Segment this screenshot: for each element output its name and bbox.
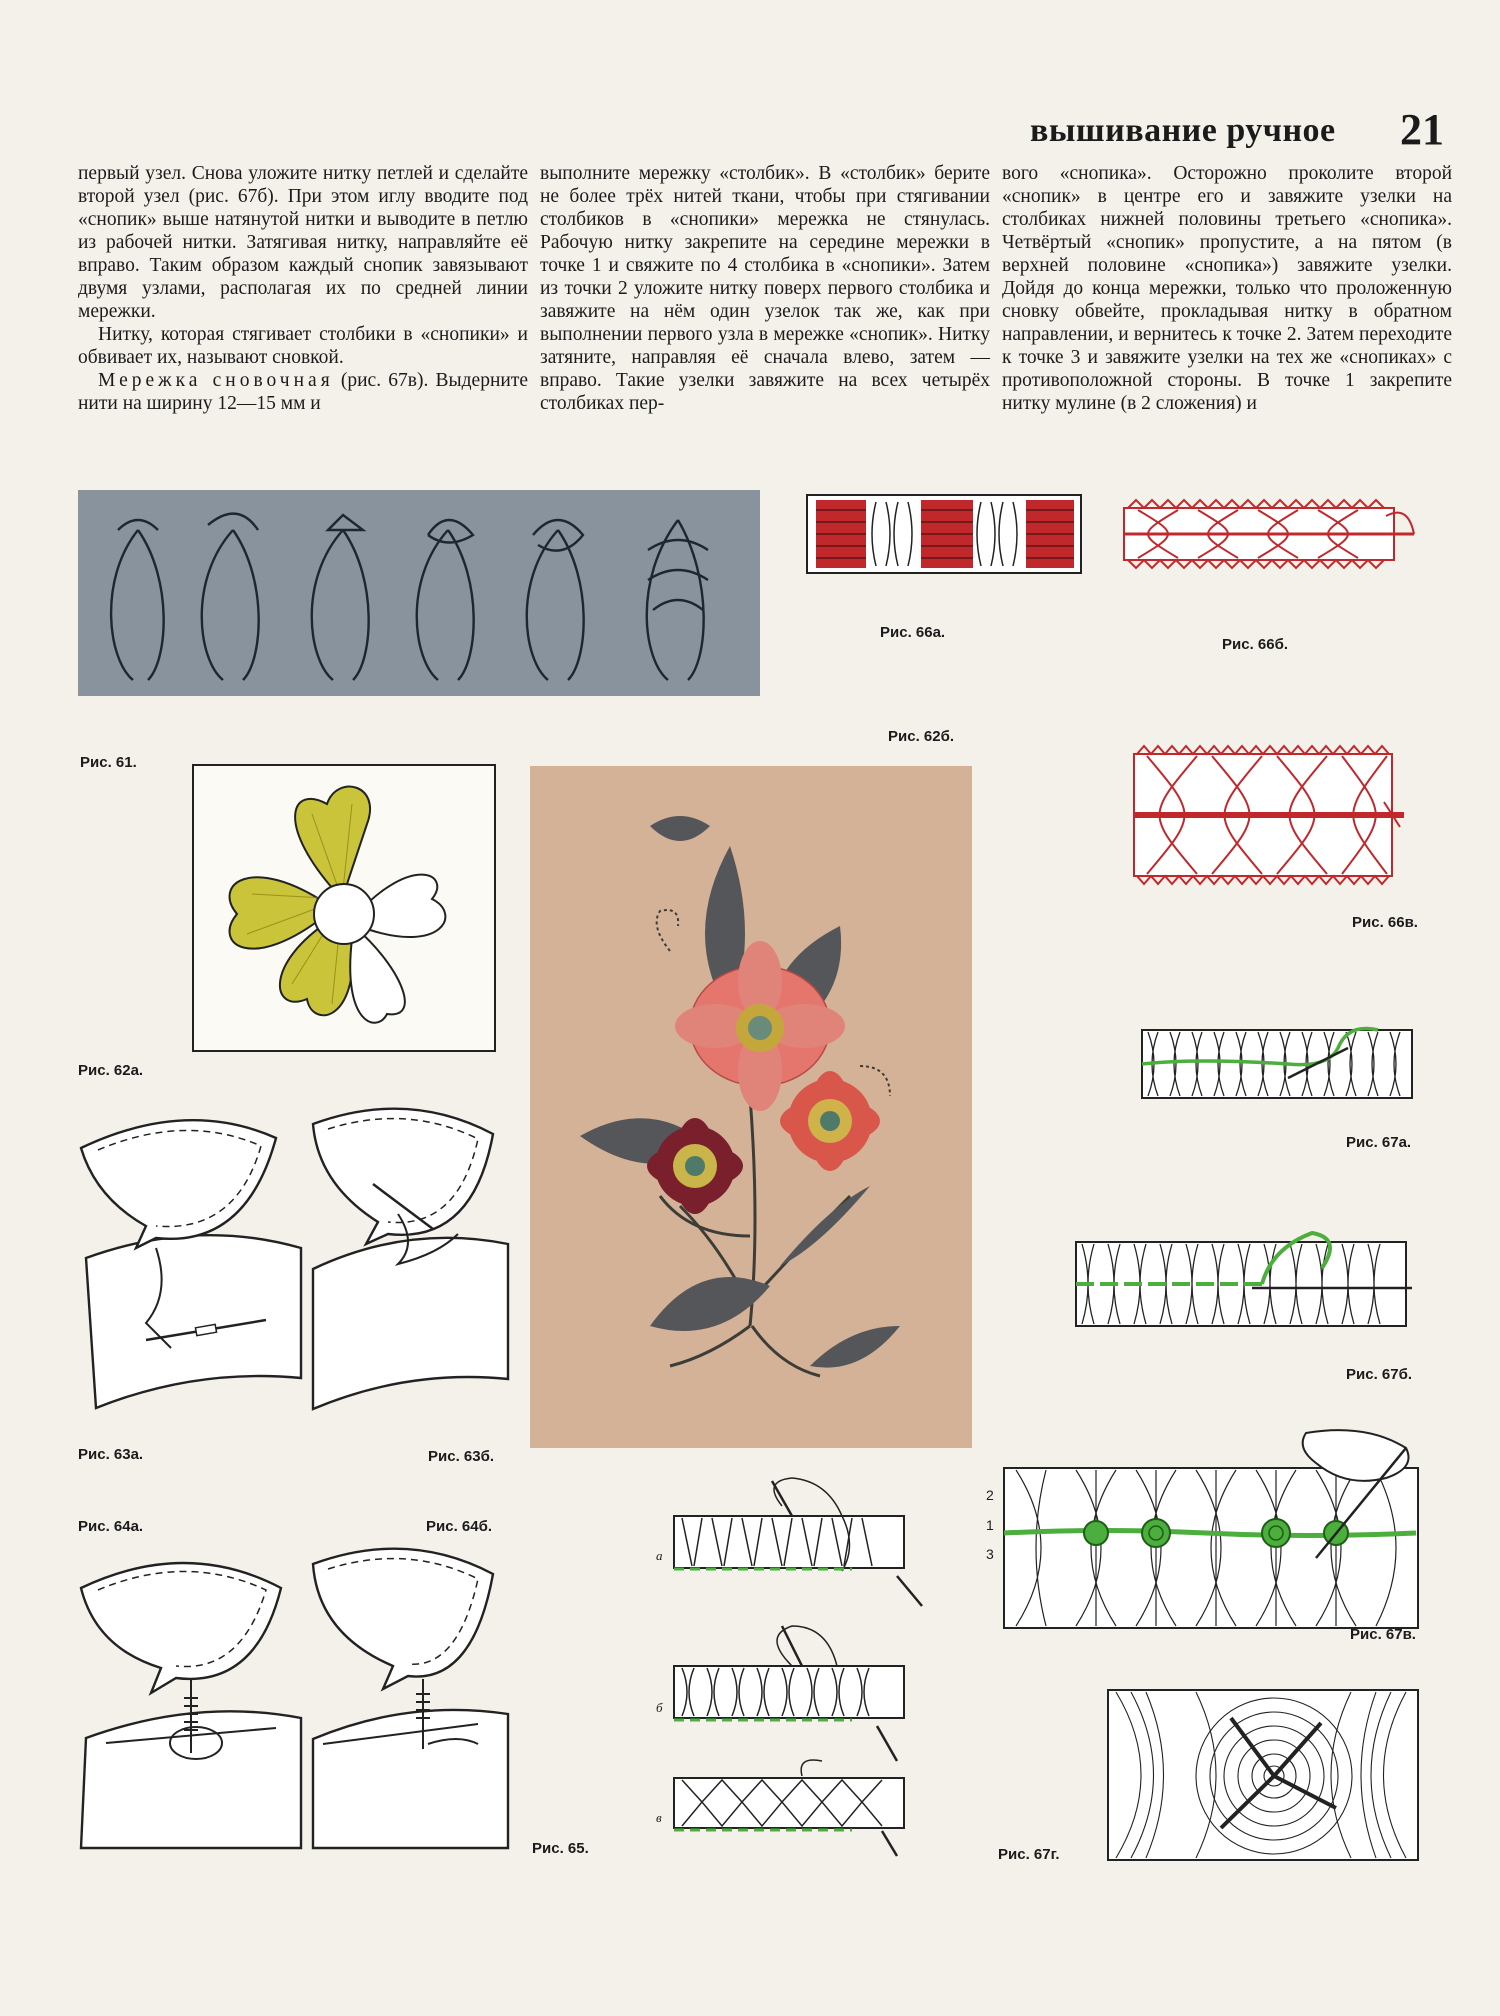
caption-fig-61: Рис. 61. (80, 754, 137, 771)
fig-63b-leaf-needle (308, 1104, 510, 1410)
fig-67a-green-band (1138, 1018, 1422, 1108)
fig-67v-label-1: 1 (986, 1517, 994, 1533)
running-head: вышивание ручное (1030, 112, 1336, 149)
fig-63a-leaf-needle (76, 1108, 302, 1410)
caption-fig-65: Рис. 65. (532, 1840, 589, 1857)
fig-67v-sheaf-band (986, 1428, 1432, 1634)
paragraph: вого «снопика». Осторожно проколите второй «снопик» в центре его и завяжите узелки на столбиках нижней половины третьего «снопика». Четвёртый «снопик» пропустите, а на пятом (в верхней половине «снопика») завяжите узелки. Дойдя до конца мережки, только что проложенную сновку обвейте, прокладывая нитку в обратном направлении, и вернитесь к точке 2. Затем переходите к точке 3 и завяжите узелки на тех же «снопиках» с противоположной стороны. В точке 1 закрепите нитку мулине (в 2 сложения) и (1002, 163, 1452, 414)
paragraph: первый узел. Снова уложите нитку петлей и сделайте второй узел (рис. 67б). При этом иглу вводите под «снопик» выше натянутой нитки и выводите в петлю из рабочей нитки. Затягивая нитку, направляйте её вправо. Таким образом каждый снопик завязывают двумя узлами, располагая их по средней линии мережки. (78, 163, 528, 322)
fig-62b-embroidery-photo (530, 766, 972, 1448)
page-number: 21 (1400, 105, 1444, 154)
fig-62a-flower (192, 764, 496, 1052)
fig-64a-leaf-stem (76, 1548, 302, 1848)
caption-fig-62a: Рис. 62а. (78, 1062, 144, 1079)
caption-fig-63a: Рис. 63а. (78, 1446, 144, 1463)
fig-66b-red-plait (1118, 494, 1416, 574)
caption-fig-66b: Рис. 66б. (1222, 636, 1289, 653)
fig-65-label-v: в (656, 1810, 662, 1825)
fig-67g-rosette (1106, 1688, 1422, 1864)
fig-65-label-a: а (656, 1548, 663, 1563)
fig-66v-red-plait (1132, 742, 1404, 888)
caption-fig-67g: Рис. 67г. (998, 1846, 1060, 1863)
fig-65-label-b: б (656, 1700, 663, 1715)
fig-66a-red-bundles (806, 494, 1082, 574)
caption-fig-66a: Рис. 66а. (880, 624, 946, 641)
fig-67v-label-3: 3 (986, 1546, 994, 1562)
caption-fig-67b: Рис. 67б. (1346, 1366, 1413, 1383)
paragraph-text: (рис. 67в). Выдерните нити на ширину 12—15 мм и (78, 370, 528, 414)
paragraph: выполните мережку «столбик». В «столбик» берите не более трёх нитей ткани, чтобы при стягивании столбиков в «снопики» мережка не стянулась. Рабочую нитку закрепите на середине мережки в точке 1 и свяжите по 4 столбика в «снопики». Затем из точки 2 уложите нитку поверх первого столбика и завяжите на нём один узелок так же, как при выполнении первого узла в мережке «снопик». Нитку затяните, направляя её сначала влево, затем — вправо. Такие узелки завяжите на всех четырёх столбиках пер- (540, 163, 990, 414)
text-column-1 (78, 162, 528, 415)
paragraph (78, 369, 528, 415)
caption-fig-64b: Рис. 64б. (426, 1518, 493, 1535)
caption-fig-64a: Рис. 64а. (78, 1518, 144, 1535)
caption-fig-66v: Рис. 66в. (1352, 914, 1418, 931)
fig-61-knot-sequence (78, 490, 760, 696)
caption-fig-63b: Рис. 63б. (428, 1448, 495, 1465)
fig-67v-label-2: 2 (986, 1487, 994, 1503)
fig-65-stitch-bands (652, 1476, 948, 1868)
fig-64b-leaf-stem (308, 1544, 510, 1848)
caption-fig-67v: Рис. 67в. (1350, 1626, 1416, 1643)
caption-fig-62b: Рис. 62б. (888, 728, 955, 745)
text-column-3 (1002, 162, 1452, 415)
fig-67b-green-band (1072, 1228, 1418, 1338)
term: Мережка сновочная (98, 370, 334, 391)
caption-fig-67a: Рис. 67а. (1346, 1134, 1412, 1151)
paragraph: Нитку, которая стягивает столбики в «снопики» и обвивает их, называют сновкой. (78, 324, 528, 368)
text-column-2 (540, 162, 990, 415)
